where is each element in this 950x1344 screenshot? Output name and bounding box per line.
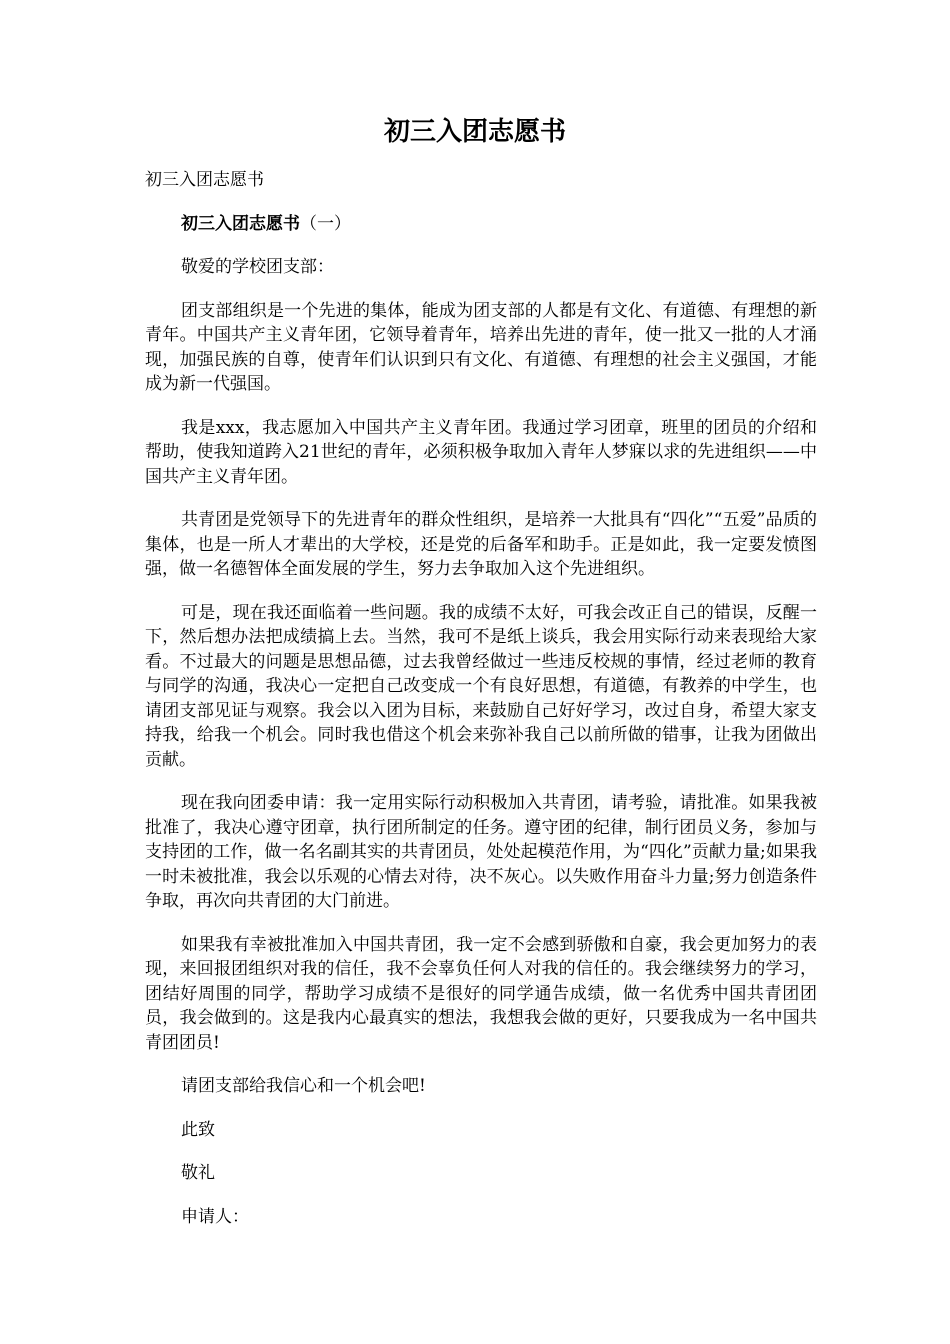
paragraph: 现在我向团委申请：我一定用实际行动积极加入共青团，请考验，请批准。如果我被批准了，我决心遵守团章，执行团所制定的任务。遵守团的纪律，制行团员义务，参加与支持团的工作，做一名名副其实的共青团员，处处起模范作用，为“四化”贡献力量;如果我一时未被批准，我会以乐观的心情去对待，决不灰心。以失败作用奋斗力量;努力创造条件争取，再次向共青团的大门前进。 (145, 793, 817, 911)
section-heading-text: 初三入团志愿书 (181, 213, 300, 234)
paragraph: 请团支部给我信心和一个机会吧! (181, 1076, 426, 1096)
document-subtitle: 初三入团志愿书 (145, 170, 264, 190)
closing-line-2: 敬礼 (181, 1163, 215, 1183)
section-heading (145, 212, 817, 237)
paragraph: 我是xxx，我志愿加入中国共产主义青年团。我通过学习团章，班里的团员的介绍和帮助，使我知道跨入21世纪的青年，必须积极争取加入青年人梦寐以求的先进组织——中国共产主义青年团。 (145, 417, 817, 487)
closing-line-1: 此致 (181, 1119, 215, 1140)
salutation: 敬爱的学校团支部： (181, 257, 334, 277)
document-body (145, 168, 817, 1248)
document-title: 初三入团志愿书 (383, 117, 566, 147)
section-heading-suffix: （一） (300, 213, 351, 234)
paragraph: 团支部组织是一个先进的集体，能成为团支部的人都是有文化、有道德、有理想的新青年。中国共产主义青年团，它领导着青年，培养出先进的青年，使一批又一批的人才涌现，加强民族的自尊，使青年们认识到只有文化、有道德、有理想的社会主义强国，才能成为新一代强国。 (145, 300, 817, 394)
paragraph: 共青团是党领导下的先进青年的群众性组织，是培养一大批具有“四化”“五爱”品质的集体，也是一所人才辈出的大学校，还是党的后备军和助手。正是如此，我一定要发愤图强，做一名德智体全面发展的学生，努力去争取加入这个先进组织。 (145, 510, 817, 579)
paragraph: 可是，现在我还面临着一些问题。我的成绩不太好，可我会改正自己的错误，反醒一下，然后想办法把成绩搞上去。当然，我可不是纸上谈兵，我会用实际行动来表现给大家看。不过最大的问题是思想品德，过去我曾经做过一些违反校规的事情，经过老师的教育与同学的沟通，我决心一定把自己改变成一个有良好思想，有道德，有教养的中学生，也请团支部见证与观察。我会以入团为目标，来鼓励自己好好学习，改过自身，希望大家支持我，给我一个机会。同时我也借这个机会来弥补我自己以前所做的错事，让我为团做出贡献。 (145, 602, 817, 770)
paragraph: 如果我有幸被批准加入中国共青团，我一定不会感到骄傲和自豪，我会更加努力的表现，来回报团组织对我的信任，我不会辜负任何人对我的信任的。我会继续努力的学习，团结好周围的同学，帮助学习成绩不是很好的同学通告成绩，做一名优秀中国共青团团员，我会做到的。这是我内心最真实的想法，我想我会做的更好，只要我成为一名中国共青团团员! (145, 934, 817, 1053)
signature-label: 申请人： (181, 1206, 249, 1227)
